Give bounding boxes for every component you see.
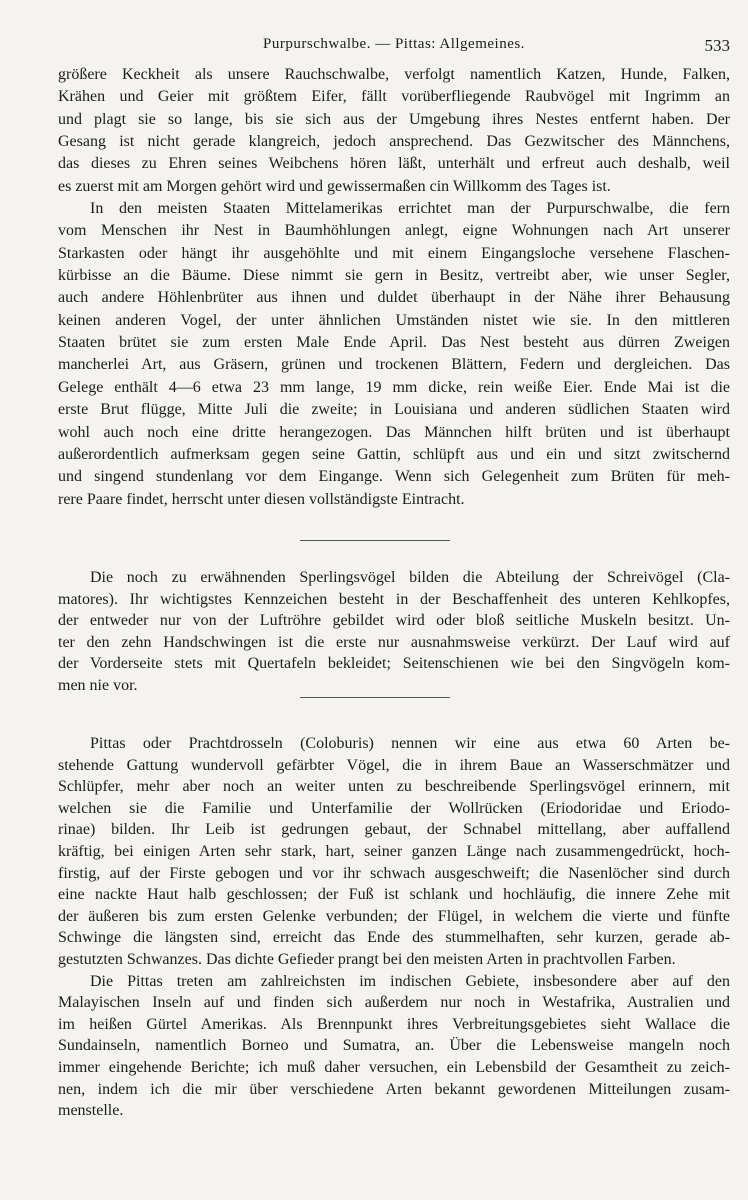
text-line: das dieses zu Ehren seines Weibchens hören läßt, unterhält und erfreut auch deshalb, weil: [58, 155, 730, 173]
text-line: gestutzten Schwanzes. Das dichte Gefieder prangt bei den meisten Arten in prachtvollen Farben.: [58, 950, 676, 968]
text-line: Die Pittas treten am zahlreichsten im indischen Gebiete, insbesondere aber auf den: [90, 972, 730, 990]
text-line: Staaten brütet sie zum ersten Male Ende April. Das Nest besteht aus dürren Zweigen: [58, 334, 730, 352]
paragraph: [58, 733, 730, 971]
paragraph: [58, 567, 730, 697]
text-line: Malayischen Inseln auf und finden sich außerdem nur noch in Westafrika, Australien und: [58, 994, 730, 1012]
text-line: der äußeren bis zum ersten Gelenke verbunden; der Flügel, in welchem die vierte und fünfte: [58, 907, 730, 925]
text-line: firstig, auf der Firste gebogen und vor ihr schwach ausgeschweift; die Nasenlöcher sind durch: [58, 864, 730, 882]
text-section-pittas: [58, 733, 730, 1122]
text-line: nen, indem ich die mir über verschiedene Arten bekannt gewordenen Mitteilungen zusam-: [58, 1080, 730, 1098]
text-section-schreivoegel: [58, 567, 730, 697]
section-divider: [300, 540, 450, 541]
text-line: Die noch zu erwähnenden Sperlingsvögel bilden die Abteilung der Schreivögel (Cla-: [90, 569, 730, 586]
text-line: Schlüpfer, mehr aber noch an weiter unten zu beschreibende Sperlingsvögel erinnern, mit: [58, 778, 730, 796]
text-line: erste Brut flügge, Mitte Juli die zweite; in Louisiana und anderen südlichen Staaten wird: [58, 401, 730, 419]
text-line: keinen anderen Vogel, der unter ähnlichen Umständen nistet wie sie. In den mittleren: [58, 311, 730, 329]
page-number: 533: [704, 36, 730, 55]
text-line: der entweder nur von der Luftröhre gebildet wird oder bloß seitliche Muskeln besitzt. Un-: [58, 612, 730, 630]
paragraph: [58, 971, 730, 1122]
text-line: der Vorderseite stets mit Quertafeln bekleidet; Seitenschienen wie bei den Singvögeln kom-: [58, 655, 730, 673]
text-line: ter den zehn Handschwingen ist die erste nur ausnahmsweise verkürzt. Der Lauf wird auf: [58, 633, 730, 651]
text-line: Gesang ist nicht gerade klangreich, jedoch ansprechend. Das Gezwitscher des Männchens,: [58, 133, 730, 151]
text-line: immer eingehende Berichte; ich muß daher versuchen, ein Lebensbild der Gesamtheit zu zeich-: [58, 1058, 730, 1076]
text-line: rere Paare findet, herrscht unter diesen vollständigste Eintracht.: [58, 490, 465, 508]
text-line: auch andere Höhlenbrüter aus ihnen und duldet überhaupt in der Nähe ihrer Behausung: [58, 289, 730, 307]
text-line: Sundainseln, namentlich Borneo und Sumatra, an. Über die Lebensweise mangeln noch: [58, 1037, 730, 1055]
text-line: kürbisse an die Bäume. Diese nimmt sie gern in Besitz, vertreibt aber, wie unser Segler,: [58, 267, 730, 285]
text-line: Pittas oder Prachtdrosseln (Coloburis) nennen wir eine aus etwa 60 Arten be-: [90, 735, 730, 752]
text-line: außerordentlich aufmerksam gegen seine Gattin, schlüpft aus und ein und sitzt zwitschernd: [58, 445, 730, 463]
text-line: kräftig, bei einigen Arten sehr stark, hart, seiner ganzen Länge nach zusammengedrückt, hoch-: [58, 842, 730, 860]
page-header: [58, 36, 730, 60]
text-section-purpurschwalbe: [58, 64, 730, 511]
text-line: Krähen und Geier mit größtem Eifer, fällt vorüberfliegende Raubvögel mit Ingrimm an: [58, 88, 730, 106]
text-line: Schwinge die längsten sind, erreicht das Ende des stummelhaften, sehr kurzen, gerade ab-: [58, 929, 730, 947]
text-line: wohl auch noch eine dritte herangezogen. Das Männchen hilft brüten und ist überhaupt: [58, 423, 730, 441]
text-line: mancherlei Art, aus Gräsern, grünen und trockenen Blättern, Federn und dergleichen. Das: [58, 356, 730, 374]
text-line: menstelle.: [58, 1102, 124, 1120]
text-line: größere Keckheit als unsere Rauchschwalbe, verfolgt namentlich Katzen, Hunde, Falken,: [58, 66, 730, 83]
text-line: In den meisten Staaten Mittelamerikas errichtet man der Purpurschwalbe, die fern: [90, 200, 730, 218]
text-line: es zuerst mit am Morgen gehört wird und gewissermaßen cin Willkomm des Tages ist.: [58, 177, 611, 195]
text-line: rinae) bilden. Ihr Leib ist gedrungen gebaut, der Schnabel mittellang, aber auffallend: [58, 821, 730, 839]
text-line: und singend stundenlang vor dem Eingange. Wenn sich Gelegenheit zum Brüten für meh-: [58, 468, 730, 486]
text-line: Gelege enthält 4—6 etwa 23 mm lange, 19 mm dicke, rein weiße Eier. Ende Mai ist die: [58, 378, 730, 396]
running-title: Purpurschwalbe. — Pittas: Allgemeines.: [263, 36, 525, 52]
paragraph: [58, 64, 730, 198]
text-line: Starkasten oder hängt ihr ausgehöhlte und mit einem Eingangsloche versehene Flaschen-: [58, 244, 730, 262]
section-divider: [300, 697, 450, 698]
text-line: men nie vor.: [58, 676, 138, 694]
text-line: vom Menschen ihr Nest in Baumhöhlungen anlegt, eigne Wohnungen nach Art unserer: [58, 222, 730, 240]
text-line: und plagt sie so lange, bis sie sich aus der Umgebung ihres Nestes entfernt haben. Der: [58, 110, 730, 128]
text-line: stehende Gattung wundervoll gefärbter Vögel, die in ihrem Baue an Wasserschmätzer und: [58, 756, 730, 774]
text-line: welchen sie die Familie und Unterfamilie der Wollrücken (Eriodoridae und Eriodo-: [58, 799, 730, 817]
text-line: eine nackte Haut halb geschlossen; der Fuß ist schlank und hochläufig, die innere Zehe mit: [58, 886, 730, 904]
text-line: im heißen Gürtel Amerikas. Als Brennpunkt ihres Verbreitungsgebietes sieht Wallace die: [58, 1015, 730, 1033]
text-line: matores). Ihr wichtigstes Kennzeichen besteht in der Beschaffenheit des unteren Kehlkopfes,: [58, 590, 730, 608]
paragraph: [58, 198, 730, 511]
